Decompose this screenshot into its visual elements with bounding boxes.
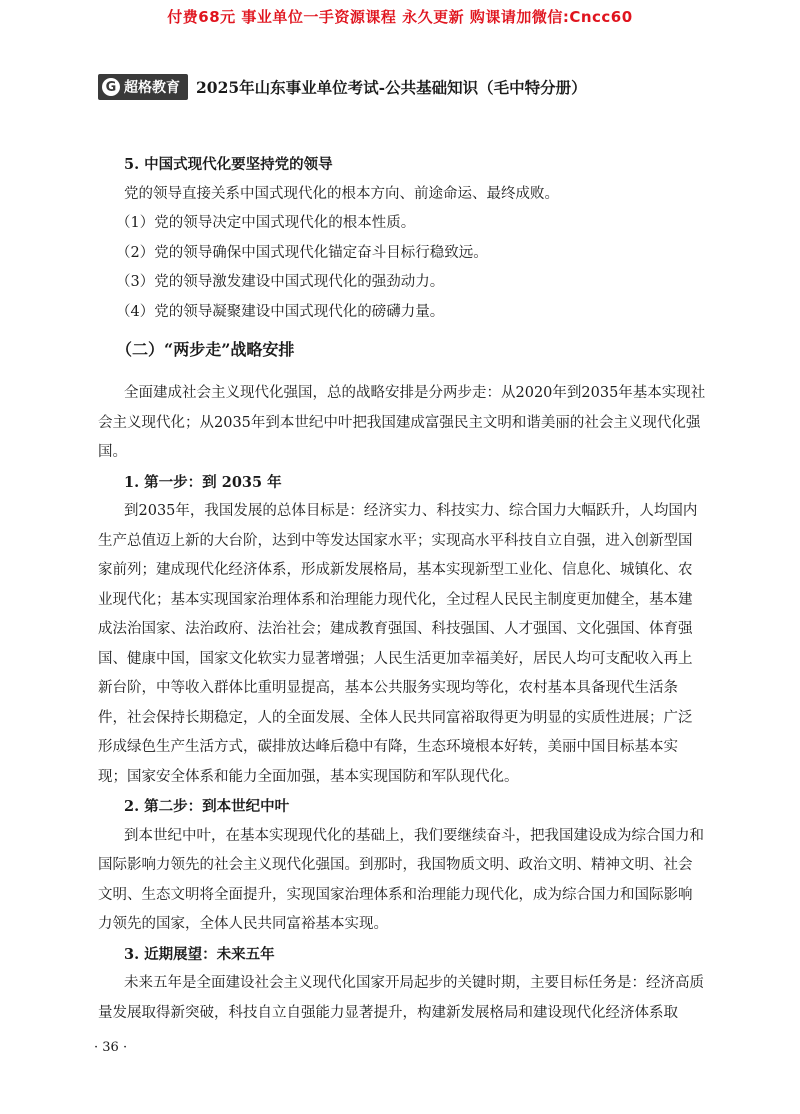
page-number: · 36 ·: [94, 1040, 128, 1055]
list-item: （2）党的领导确保中国式现代化锚定奋斗目标行稳致远。: [116, 244, 488, 261]
page-content: [98, 150, 706, 1028]
section-5-heading: 5. 中国式现代化要坚持党的领导: [124, 156, 333, 173]
book-title: 2025年山东事业单位考试-公共基础知识（毛中特分册）: [196, 78, 587, 97]
logo-icon: G: [102, 78, 120, 96]
step2-heading: 2. 第二步：到本世纪中叶: [124, 798, 290, 815]
list-item: （1）党的领导决定中国式现代化的根本性质。: [116, 215, 416, 231]
step2-text: 到本世纪中叶，在基本实现现代化的基础上，我们要继续奋斗，把我国建设成为综合国力和国际影响力领先的社会主义现代化强国。到那时，我国物质文明、政治文明、精神文明、社会文明、生态文明将全面提升，实现国家治理体系和治理能力现代化，成为综合国力和国际影响力领先的国家，全体人民共同富裕基本实现。: [98, 827, 704, 932]
section-heading-two-steps: （二）“两步走”战略安排: [116, 340, 295, 359]
promo-banner: 付费68元 事业单位一手资源课程 永久更新 购课请加微信:Cncc60: [167, 8, 633, 26]
page-header: [98, 74, 587, 100]
two-steps-intro: 全面建成社会主义现代化强国，总的战略安排是分两步走：从2020年到2035年基本实现社会主义现代化；从2035年到本世纪中叶把我国建成富强民主文明和谐美丽的社会主义现代化强国。: [98, 385, 706, 460]
step3-text: 未来五年是全面建设社会主义现代化国家开局起步的关键时期，主要目标任务是：经济高质量发展取得新突破，科技自立自强能力显著提升，构建新发展格局和建设现代化经济体系取: [98, 975, 704, 1021]
brand-logo: [98, 74, 188, 100]
step1-heading: 1. 第一步：到 2035 年: [124, 473, 282, 491]
step1-text: 到2035年，我国发展的总体目标是：经济实力、科技实力、综合国力大幅跃升，人均国内生产总值迈上新的大台阶，达到中等发达国家水平；实现高水平科技自立自强，进入创新型国家前列；建成现代化经济体系，形成新发展格局，基本实现新型工业化、信息化、城镇化、农业现代化；基本实现国家治理体系和治理能力现代化，全过程人民民主制度更加健全，基本建成法治国家、法治政府、法治社会；建成教育强国、科技强国、人才强国、文化强国、体育强国、健康中国，国家文化软实力显著增强；人民生活更加幸福美好，居民人均可支配收入再上新台阶，中等收入群体比重明显提高，基本公共服务实现均等化，农村基本具备现代生活条件，社会保持长期稳定，人的全面发展、全体人民共同富裕取得更为明显的实质性进展；广泛形成绿色生产生活方式，碳排放达峰后稳中有降，生态环境根本好转，美丽中国目标基本实现；国家安全体系和能力全面加强，基本实现国防和军队现代化。: [98, 503, 698, 785]
list-item: （4）党的领导凝聚建设中国式现代化的磅礴力量。: [116, 303, 445, 320]
logo-text: 超格教育: [124, 80, 180, 96]
list-item: （3）党的领导激发建设中国式现代化的强劲动力。: [116, 274, 445, 290]
section-5-intro: 党的领导直接关系中国式现代化的根本方向、前途命运、最终成败。: [124, 185, 559, 202]
step3-heading: 3. 近期展望：未来五年: [124, 945, 275, 963]
